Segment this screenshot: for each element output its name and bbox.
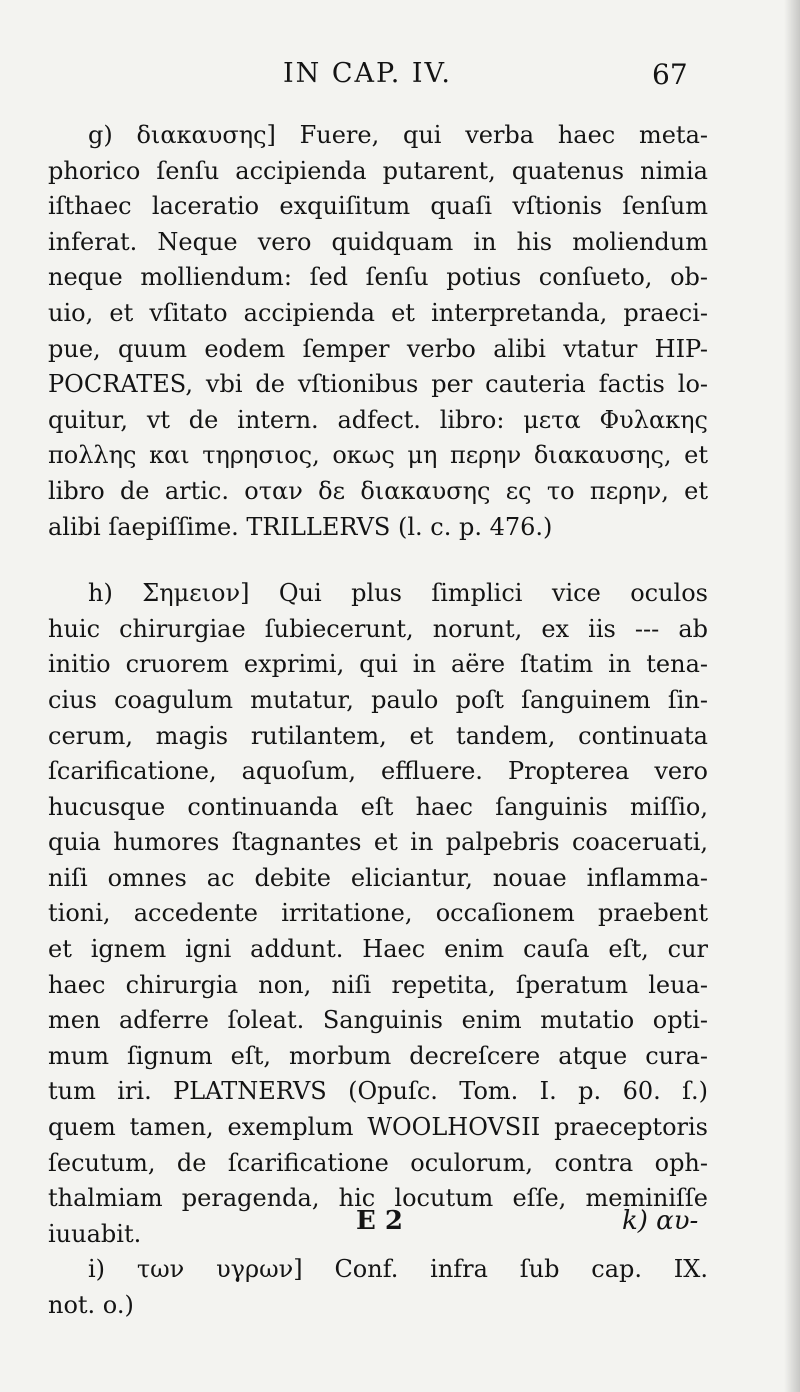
note-i-line: not. o.) — [48, 1291, 134, 1319]
note-h-line: ſecutum, de ſcarificatione oculorum, contra oph- — [48, 1148, 708, 1177]
note-h-line: haec chirurgia non, niſi repetita, ſperatum leua- — [48, 970, 708, 999]
note-h-line: huic chirurgiae ſubiecerunt, norunt, ex iis --- ab — [48, 614, 708, 643]
note-g-line: phorico ſenſu accipienda putarent, quatenus nimia — [48, 156, 708, 185]
signature-mark: E 2 — [356, 1206, 403, 1236]
note-g-line: libro de artic. οταν δε διακαυσης ες το περην, et — [48, 476, 708, 505]
note-g-line: inferat. Neque vero quidquam in his moliendum — [48, 227, 708, 256]
note-h-line: quia humores ſtagnantes et in palpebris coaceruati, — [48, 828, 708, 857]
note-h-line: tioni, accedente irritatione, occaſionem praebent — [48, 899, 708, 928]
note-h-line: niſi omnes ac debite eliciantur, nouae inflamma- — [48, 863, 708, 892]
note-h-line: cius coagulum mutatur, paulo poſt ſanguinem ſin- — [48, 685, 708, 714]
note-g-line: uio, et vſitato accipienda et interpretanda, praeci- — [48, 298, 708, 327]
note-h-line: cerum, magis rutilantem, et tandem, continuata — [48, 721, 708, 750]
note-h-line: et ignem igni addunt. Haec enim cauſa eſt, cur — [48, 935, 708, 964]
note-g-line: POCRATES, vbi de vſtionibus per cauteria factis lo- — [48, 370, 708, 399]
note-h-line: ſcarificatione, aquoſum, effluere. Propterea vero — [48, 757, 708, 786]
note-g-line: iſthaec laceratio exquiſitum quaſi vſtionis ſenſum — [48, 192, 708, 221]
page-number: 67 — [652, 58, 688, 91]
note-h-line: h) Σημειον] Qui plus ſimplici vice oculos — [88, 579, 708, 608]
note-g-line: quitur, vt de intern. adfect. libro: μετα Φυλακης — [48, 405, 708, 434]
page-footer — [0, 1206, 800, 1246]
note-h-line: tum iri. PLATNERVS (Opuſc. Tom. I. p. 60. ſ.) — [48, 1077, 708, 1106]
page-header — [0, 58, 800, 98]
note-h-line: thalmiam peragenda, hic locutum eſſe, meminiſſe — [48, 1184, 708, 1213]
note-g-line: pue, quum eodem ſemper verbo alibi vtatur HIP- — [48, 334, 708, 363]
notes-body — [48, 118, 708, 1324]
note-h-line: men adferre ſoleat. Sanguinis enim mutatio opti- — [48, 1006, 708, 1035]
note-g-line: neque molliendum: ſed ſenſu potius conſueto, ob- — [48, 263, 708, 292]
note-g-line: πολλης και τηρησιος, οκως μη περην διακαυσης, et — [48, 441, 708, 470]
note-h-line: iuuabit. — [48, 1219, 142, 1248]
running-head: IN CAP. IV. — [283, 58, 452, 89]
note-g-line: g) διακαυσης] Fuere, qui verba haec meta- — [88, 121, 708, 149]
note-h-line: mum ſignum eſt, morbum decreſcere atque cura- — [48, 1041, 708, 1070]
note-h-line: quem tamen, exemplum WOOLHOVSII praeceptoris — [48, 1113, 708, 1142]
page-edge-shadow — [784, 0, 800, 1392]
note-h-line: initio cruorem exprimi, qui in aëre ſtatim in tena- — [48, 650, 708, 679]
note-g-line: alibi ſaepiſſime. TRILLERVS (l. c. p. 476.) — [48, 512, 553, 541]
note-h-line: hucusque continuanda eſt haec ſanguinis miſſio, — [48, 792, 708, 821]
catchword: k) αυ- — [622, 1206, 699, 1236]
note-i-line: i) των υγρων] Conf. infra ſub cap. IX. — [88, 1255, 708, 1284]
